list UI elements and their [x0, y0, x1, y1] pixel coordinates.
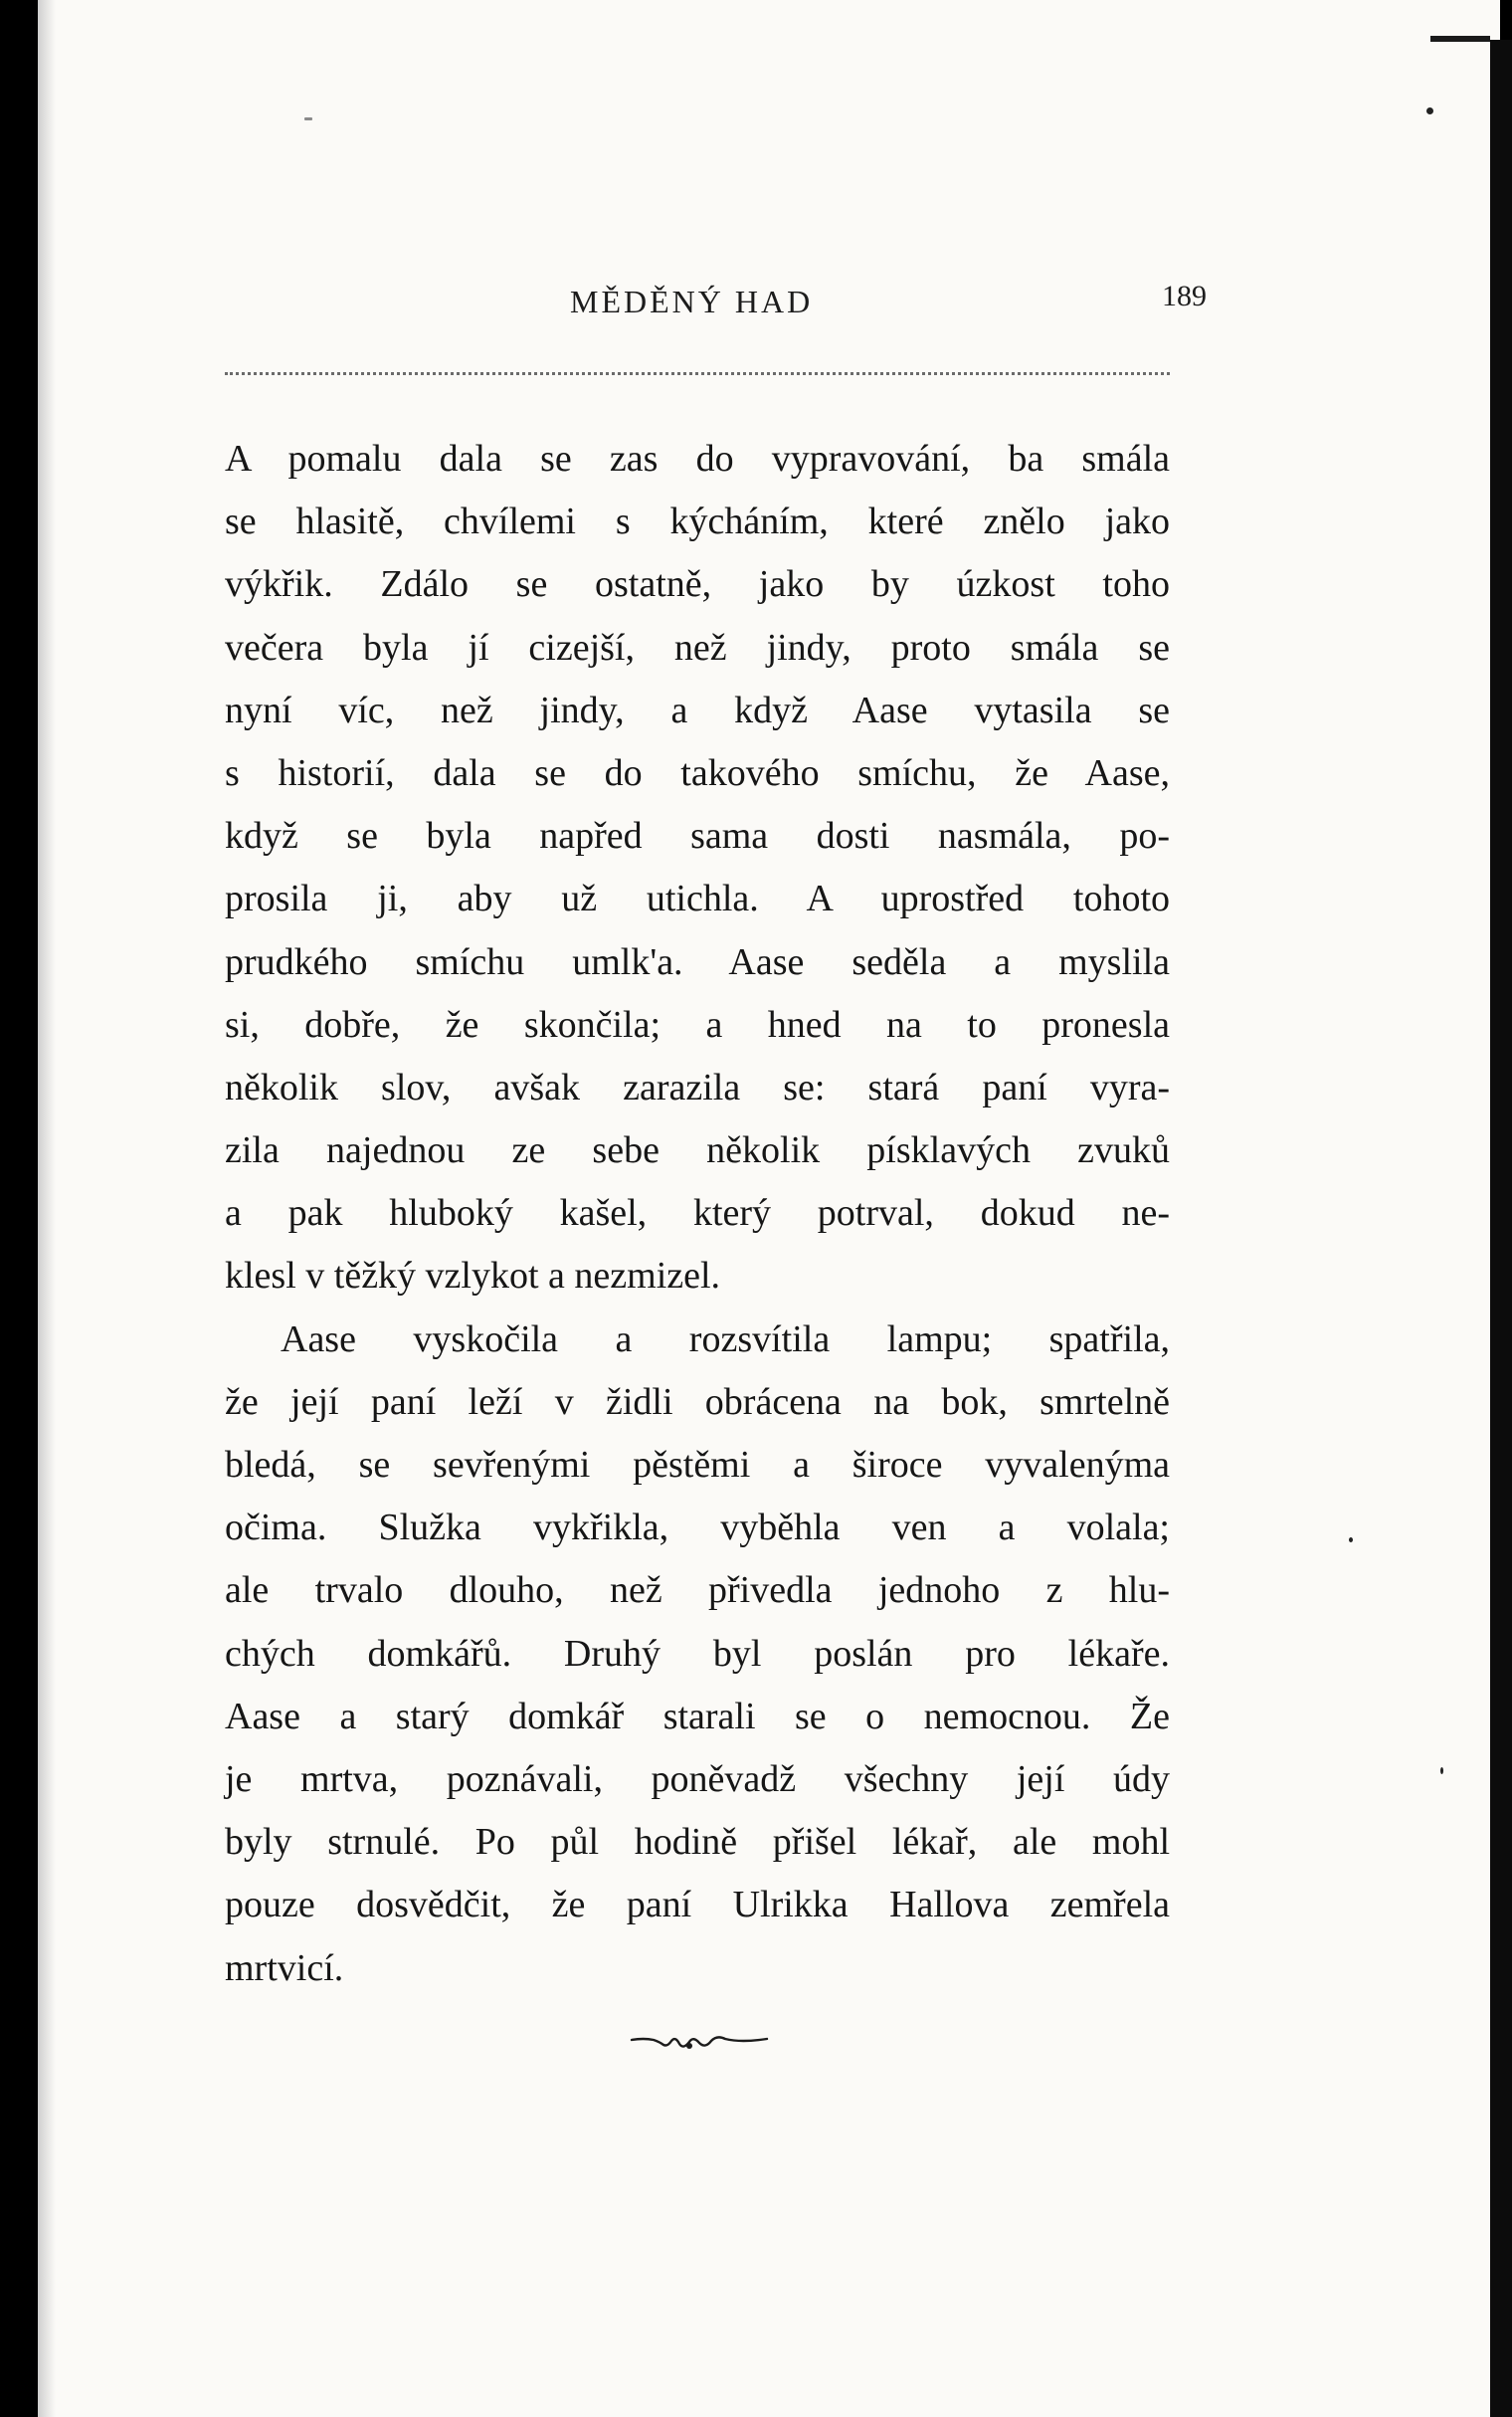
header-divider	[225, 372, 1170, 375]
text-line: je mrtva, poznávali, poněvadž všechny její údy	[225, 1757, 1170, 1800]
scan-speck	[1349, 1537, 1353, 1542]
body-text	[225, 428, 1170, 2000]
page-number: 189	[1162, 280, 1207, 312]
running-title: MĚDĚNÝ HAD	[570, 284, 814, 319]
text-line: nyní víc, než jindy, a když Aase vytasila se	[225, 689, 1170, 731]
text-line: prudkého smíchu umlk'a. Aase seděla a myslila	[225, 940, 1170, 983]
text-line: výkřik. Zdálo se ostatně, jako by úzkost toho	[225, 563, 1170, 606]
text-line: několik slov, avšak zarazila se: stará paní vyra-	[225, 1066, 1170, 1108]
scan-speck	[304, 117, 312, 120]
scan-border	[1430, 36, 1490, 42]
paragraph-2	[225, 1309, 1170, 2000]
page-header	[223, 280, 1218, 333]
text-line: pouze dosvědčit, že paní Ulrikka Hallova zemřela	[225, 1884, 1170, 1926]
page-gutter-shadow	[38, 0, 56, 2417]
text-line: byly strnulé. Po půl hodině přišel lékař, ale mohl	[225, 1821, 1170, 1864]
text-line: Aase vyskočila a rozsvítila lampu; spatřila,	[281, 1317, 1170, 1360]
text-line: bledá, se sevřenými pěstěmi a široce vyvalenýma	[225, 1444, 1170, 1486]
text-line: s historií, dala se do takového smíchu, že Aase,	[225, 751, 1170, 794]
text-line: Aase a starý domkář starali se o nemocnou. Že	[225, 1695, 1170, 1737]
text-line: zila najednou ze sebe několik písklavých zvuků	[225, 1129, 1170, 1172]
text-line: ale trvalo dlouho, než přivedla jednoho z hlu-	[225, 1569, 1170, 1612]
text-line: prosila ji, aby už utichla. A uprostřed tohoto	[225, 878, 1170, 920]
text-line: klesl v těžký vzlykot a nezmizel.	[225, 1255, 721, 1298]
text-line: a pak hluboký kašel, který potrval, dokud ne-	[225, 1192, 1170, 1235]
text-line: A pomalu dala se zas do vypravování, ba smála	[225, 438, 1170, 480]
scan-speck	[1440, 1767, 1443, 1774]
tail-ornament-icon	[630, 2025, 769, 2055]
paragraph-1	[225, 428, 1170, 1309]
text-line: chých domkářů. Druhý byl poslán pro lékaře.	[225, 1632, 1170, 1675]
text-line: očima. Služka vykřikla, vyběhla ven a volala;	[225, 1507, 1170, 1549]
text-line: večera byla jí cizejší, než jindy, proto smála se	[225, 626, 1170, 669]
scan-border	[1490, 40, 1512, 2417]
text-line: mrtvicí.	[225, 1946, 344, 1989]
book-page	[38, 0, 1500, 2417]
text-line: když se byla napřed sama dosti nasmála, po-	[225, 815, 1170, 858]
text-line: se hlasitě, chvílemi s kýcháním, které znělo jako	[225, 501, 1170, 543]
text-line: že její paní leží v židli obrácena na bok, smrtelně	[225, 1380, 1170, 1423]
scan-speck	[1426, 107, 1433, 114]
text-line: si, dobře, že skončila; a hned na to pronesla	[225, 1003, 1170, 1046]
